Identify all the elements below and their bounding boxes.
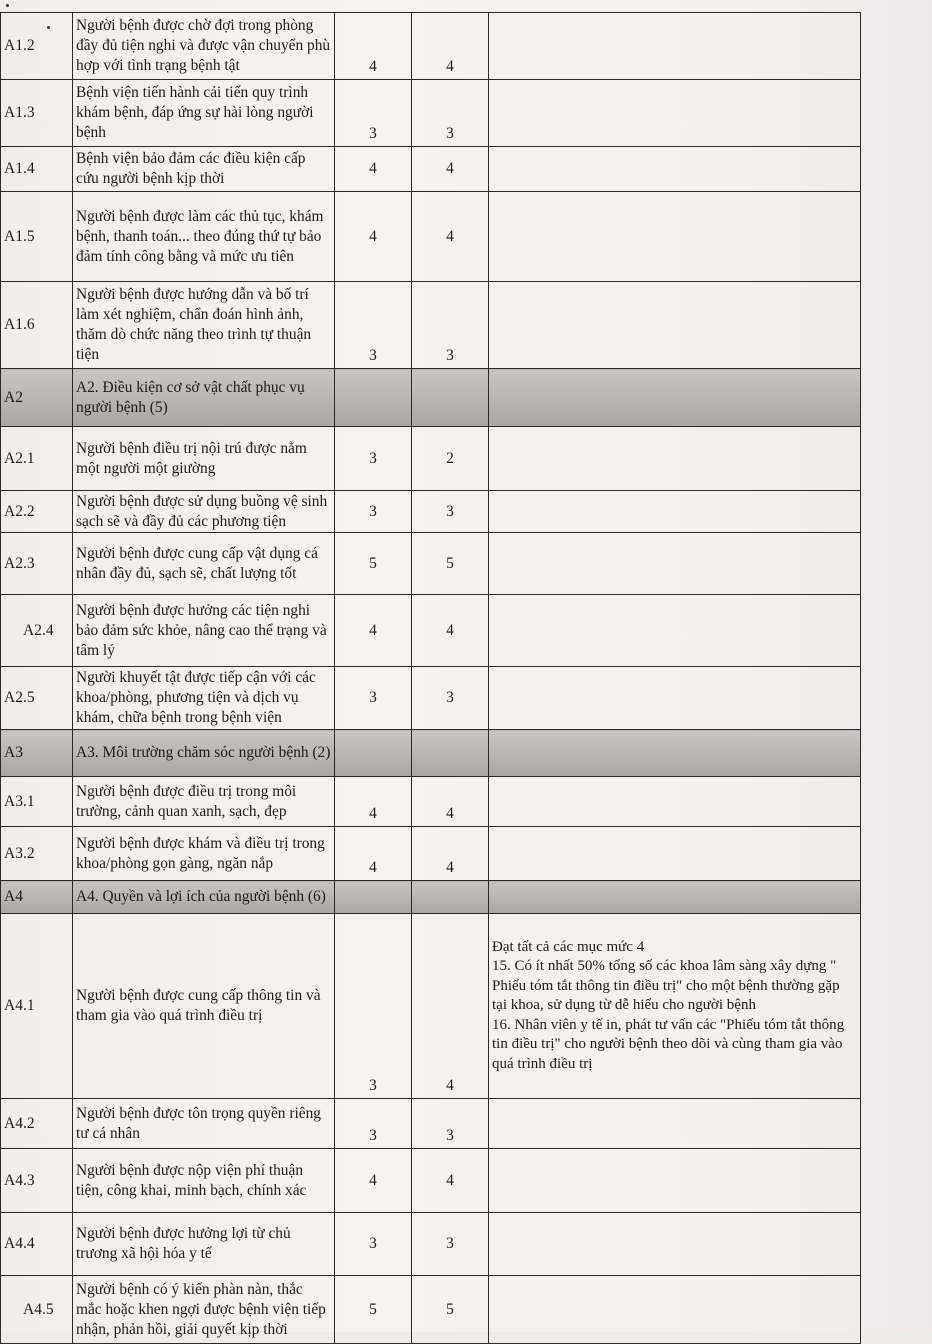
note-cell: [489, 491, 861, 533]
note-cell: [489, 1149, 861, 1213]
note-cell: [489, 1099, 861, 1149]
table-row: [1, 13, 861, 80]
level-b: 4: [412, 595, 489, 667]
note-cell: [489, 1213, 861, 1276]
level-a: 3: [335, 491, 412, 533]
level-b: 5: [412, 1276, 489, 1344]
criterion-text: Bệnh viện bảo đảm các điều kiện cấp cứu người bệnh kịp thời: [73, 147, 335, 192]
level-a: 4: [335, 1149, 412, 1213]
level-a: 4: [335, 13, 412, 80]
level-b: 4: [412, 13, 489, 80]
note-cell: [489, 147, 861, 192]
note-cell: [489, 595, 861, 667]
row-code: A4.5: [1, 1276, 73, 1344]
table-row: [1, 1099, 861, 1149]
section-cell: [335, 369, 412, 427]
level-a: 3: [335, 80, 412, 147]
table-row: [1, 777, 861, 827]
level-b: 4: [412, 1149, 489, 1213]
note-cell: [489, 777, 861, 827]
row-code: A3.2: [1, 827, 73, 881]
level-b: 4: [412, 914, 489, 1099]
level-a: 3: [335, 1099, 412, 1149]
note-cell: [489, 533, 861, 595]
criterion-text: Người bệnh được hưởng các tiện nghi bảo đảm sức khỏe, nâng cao thể trạng và tâm lý: [73, 595, 335, 667]
row-code: A2.2: [1, 491, 73, 533]
level-b: 4: [412, 147, 489, 192]
row-code: A1.4: [1, 147, 73, 192]
level-b: 4: [412, 827, 489, 881]
table-row: [1, 667, 861, 730]
section-cell: [412, 730, 489, 777]
criterion-text: Người bệnh được điều trị trong môi trường, cảnh quan xanh, sạch, đẹp: [73, 777, 335, 827]
section-cell: [335, 881, 412, 914]
row-code: A4.2: [1, 1099, 73, 1149]
level-a: 3: [335, 282, 412, 369]
row-code: A2.5: [1, 667, 73, 730]
criterion-text: Người bệnh được chờ đợi trong phòng đầy đủ tiện nghi và được vận chuyển phù hợp với tình trạng bệnh tật: [73, 13, 335, 80]
level-b: 3: [412, 1213, 489, 1276]
level-b: 3: [412, 80, 489, 147]
row-code: A1.6: [1, 282, 73, 369]
row-code: A4.1: [1, 914, 73, 1099]
section-code: A3: [1, 730, 73, 777]
criterion-text: Người bệnh được nộp viện phí thuận tiện, công khai, minh bạch, chính xác: [73, 1149, 335, 1213]
table-row: [1, 1276, 861, 1344]
section-cell: [489, 730, 861, 777]
criterion-text: Người bệnh được hưởng lợi từ chủ trương xã hội hóa y tế: [73, 1213, 335, 1276]
section-code: A2: [1, 369, 73, 427]
note-cell: [489, 282, 861, 369]
section-title: A3. Môi trường chăm sóc người bệnh (2): [73, 730, 335, 777]
section-cell: [335, 730, 412, 777]
row-code: A1.5: [1, 192, 73, 282]
table-row: [1, 595, 861, 667]
level-a: 3: [335, 427, 412, 491]
row-code: A2.1: [1, 427, 73, 491]
level-b: 4: [412, 192, 489, 282]
note-cell: Đạt tất cả các mục mức 4 15. Có ít nhất 50% tổng số các khoa lâm sàng xây dựng " Phiếu tóm tắt thông tin điều trị" cho một bệnh thường gặp tại khoa, sử dụng từ dễ hiểu cho người bệnh 16. Nhân viên y tế in, phát tư vấn các "Phiếu tóm tắt thông tin điều trị" cho người bệnh theo dõi và cùng tham gia vào quá trình điều trị: [489, 914, 861, 1099]
section-title: A2. Điều kiện cơ sở vật chất phục vụ người bệnh (5): [73, 369, 335, 427]
level-a: 3: [335, 667, 412, 730]
table-row: [1, 282, 861, 369]
note-cell: [489, 827, 861, 881]
section-row: [1, 730, 861, 777]
section-title: A4. Quyền và lợi ích của người bệnh (6): [73, 881, 335, 914]
level-a: 4: [335, 192, 412, 282]
note-cell: [489, 192, 861, 282]
row-code: A1.3: [1, 80, 73, 147]
criterion-text: Người bệnh được khám và điều trị trong khoa/phòng gọn gàng, ngăn nắp: [73, 827, 335, 881]
table-row: [1, 827, 861, 881]
note-cell: [489, 667, 861, 730]
note-cell: [489, 427, 861, 491]
table-row: [1, 147, 861, 192]
table-row: [1, 1213, 861, 1276]
table-row: [1, 427, 861, 491]
table-row: [1, 192, 861, 282]
level-a: 5: [335, 1276, 412, 1344]
note-cell: [489, 80, 861, 147]
row-code: A3.1: [1, 777, 73, 827]
criterion-text: Người khuyết tật được tiếp cận với các khoa/phòng, phương tiện và dịch vụ khám, chữa bệnh trong bệnh viện: [73, 667, 335, 730]
criterion-text: Người bệnh được sử dụng buồng vệ sinh sạch sẽ và đầy đủ các phương tiện: [73, 491, 335, 533]
criterion-text: Người bệnh được tôn trọng quyền riêng tư cá nhân: [73, 1099, 335, 1149]
section-code: A4: [1, 881, 73, 914]
level-a: 3: [335, 1213, 412, 1276]
row-code: A2.3: [1, 533, 73, 595]
criterion-text: Người bệnh được làm các thủ tục, khám bệnh, thanh toán... theo đúng thứ tự bảo đảm tính công bằng và mức ưu tiên: [73, 192, 335, 282]
ink-speck: [6, 4, 9, 7]
section-cell: [412, 369, 489, 427]
level-b: 2: [412, 427, 489, 491]
level-a: 4: [335, 827, 412, 881]
note-cell: [489, 1276, 861, 1344]
level-b: 5: [412, 533, 489, 595]
level-b: 3: [412, 282, 489, 369]
criterion-text: Bệnh viện tiến hành cải tiến quy trình khám bệnh, đáp ứng sự hài lòng người bệnh: [73, 80, 335, 147]
level-a: 3: [335, 914, 412, 1099]
criterion-text: Người bệnh được cung cấp vật dụng cá nhân đầy đủ, sạch sẽ, chất lượng tốt: [73, 533, 335, 595]
level-a: 5: [335, 533, 412, 595]
level-b: 3: [412, 667, 489, 730]
evaluation-table: [0, 12, 861, 1344]
criterion-text: Người bệnh điều trị nội trú được nằm một người một giường: [73, 427, 335, 491]
row-code: A2.4: [1, 595, 73, 667]
section-cell: [412, 881, 489, 914]
table-row: [1, 1149, 861, 1213]
note-cell: [489, 13, 861, 80]
level-a: 4: [335, 147, 412, 192]
level-a: 4: [335, 777, 412, 827]
level-a: 4: [335, 595, 412, 667]
level-b: 3: [412, 1099, 489, 1149]
table-row: [1, 491, 861, 533]
level-b: 3: [412, 491, 489, 533]
criterion-text: Người bệnh được hướng dẫn và bố trí làm xét nghiệm, chẩn đoán hình ảnh, thăm dò chức năng theo trình tự thuận tiện: [73, 282, 335, 369]
table-row: [1, 80, 861, 147]
row-code: A4.3: [1, 1149, 73, 1213]
level-b: 4: [412, 777, 489, 827]
section-cell: [489, 369, 861, 427]
section-cell: [489, 881, 861, 914]
table-row: [1, 914, 861, 1099]
table-row: [1, 533, 861, 595]
criterion-text: Người bệnh có ý kiến phàn nàn, thắc mắc hoặc khen ngợi được bệnh viện tiếp nhận, phản hồi, giải quyết kịp thời: [73, 1276, 335, 1344]
section-row: [1, 369, 861, 427]
section-row: [1, 881, 861, 914]
row-code: A4.4: [1, 1213, 73, 1276]
row-code: A1.2: [1, 13, 73, 80]
criterion-text: Người bệnh được cung cấp thông tin và tham gia vào quá trình điều trị: [73, 914, 335, 1099]
